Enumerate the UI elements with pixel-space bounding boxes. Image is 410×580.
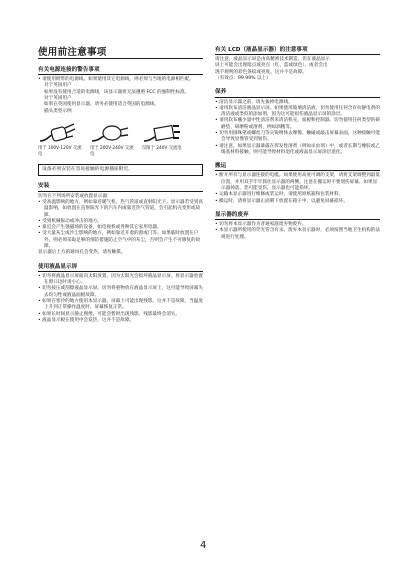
list-item: • 受大量灰尘或沙尘影响的地方，例如靠近开着的窗或门等。如果临时放置在户外，则必须采取足够的预防措施防止空气中的灰尘，否则会产生不可修复的故障。: [38, 231, 203, 250]
list-item: • 运输本显示器进行维修或装运时，请使用原纸箱和包装材料。: [215, 192, 380, 198]
note-line: 屏上可能会出现暗点或亮点（红、蓝或绿色），或者会出: [215, 63, 328, 69]
list-item: • 请用软布蘸少量中性清洁剂来清洁机壳、面板和控制器。切勿使用任何类型的研磨垫、研磨粉或溶剂，例如酒精等。: [215, 118, 380, 131]
right-column: [215, 45, 380, 241]
list-item: • 切勿用圆珠笔或螺丝刀等尖锐物体去摩擦、触碰或敲击屏幕表面，这种接触可能会导致显像管受到划伤。: [215, 131, 380, 144]
disposal-list: [215, 222, 380, 241]
list-item: • 如果长时间显示静止图像，可能会暂时出现残影。残影最终会消失。: [38, 312, 203, 318]
plug-caption: 用于 200V-240V 交流电: [90, 145, 134, 157]
list-item: • 受高温影响的地方，例如靠近暖气机、热气管道或直射阳光下。显示器若受到高温影响，如放置在直射阳光下的汽车内或靠近热气管道，会引起机壳变形或故障。: [38, 200, 203, 219]
plug-uk: [142, 119, 188, 157]
plug-us: [38, 119, 84, 157]
socket-notice-box: 设备必须安装在容易接触的电源插座附近。: [38, 164, 203, 176]
list-item: • 断开所有与显示器连接的电缆。如果使用高度可调的支架，请将支架调整到最低位置，并用双手牢牢抓住显示器的两侧。注意在搬运时不要划伤屏幕。如果显示器掉落，您可能受伤，显示器也可能损坏。: [215, 173, 380, 192]
list-item: • 液晶显示板在使用中会发热，这并不是故障。: [38, 318, 203, 324]
maintenance-section-title: 保养: [215, 87, 380, 97]
list-item: • 搬运时，请将显示器正面朝下放置在箱子中，以避免屏幕损坏。: [215, 199, 380, 205]
transport-section-title: 搬运: [215, 161, 380, 171]
maintenance-list: [215, 100, 380, 157]
install-note: 显示器后上方的通风孔会变热，请勿触摸。: [38, 250, 126, 256]
install-section-title: 安装: [38, 181, 203, 191]
region-label: 对于英国用户: [44, 96, 72, 102]
us-plug-icon: [38, 119, 84, 145]
lcd-notes: [215, 57, 380, 82]
page-title: 使用前注意事项: [38, 47, 107, 58]
disposal-section-title: 显示器的废弃: [215, 210, 380, 220]
list-item: • 本显示器所使用的荧光管含有汞。废弃本显示器时，必须按照当地卫生机构的法规进行处理。: [215, 228, 380, 241]
lcd-use-list: [38, 274, 203, 324]
plug-caption: 用于 100V-120V 交流电: [38, 145, 82, 157]
list-item: • 请注意，如果显示器暴露在挥发性溶剂（例如杀虫剂）中，或者长期与橡胶或乙烯基材料接触，则可能导致材料退化或液晶显示屏涂层退化。: [215, 144, 380, 157]
power-section-title: 有关电源连接的警告事项: [38, 65, 203, 75]
list-item: • 切勿将液晶显示屏面向太阳放置，因为太阳光会损坏液晶显示屏。将显示器放置在窗口边时请小心。: [38, 274, 203, 287]
page-number: 4: [200, 540, 207, 551]
note-line: （有效点：99.99% 以上）: [215, 76, 271, 82]
plug-example-label: 插头类型示例: [44, 108, 72, 114]
uk-plug-icon: [142, 119, 188, 145]
plug-illustrations: [38, 119, 188, 157]
plug-eu: [90, 119, 136, 157]
install-intro: 切勿在下列场所安装或放置显示器：: [38, 193, 112, 199]
list-item: • 清洁显示器之前，请先拔掉电源线。: [215, 100, 380, 106]
list-item: • 如果在寒冷的地方使用本显示器，屏幕上可能出现残影。这并不是故障，当温度上升到正常操作温度时，屏幕恢复正常。: [38, 299, 203, 312]
install-list: [38, 200, 203, 250]
list-item: • 靠近会产生强磁场的设备，如电视机或各种其它家用电器。: [38, 225, 203, 231]
transport-list: [215, 173, 380, 204]
list-item: • 请用软布清洁液晶显示屏。如果使用玻璃清洁液，切勿使用任何含有抗静电剂的清洁液或类似的添加剂，因为这可能损伤液晶显示屏的涂层。: [215, 106, 380, 119]
note-line: 请注意，液晶显示屏是由高精密技术制造。但在液晶显示: [215, 57, 330, 63]
lcd-section-title: 有关 LCD（液晶显示器）的注意事项: [215, 45, 380, 55]
lcd-use-section-title: 使用液晶显示屏: [38, 262, 203, 272]
note-text: 如果没有使用合适的电源线，该显示器将无法遵照 FCC 的强制性标准。: [44, 89, 190, 95]
note-line: 现不规则的彩色条纹或亮度。这并不是故障。: [215, 69, 307, 75]
note-text: 如果在英国使用显示器，请务必使用适合英国的电源线。: [44, 102, 159, 108]
list-item: • 切勿将本显示器作为普通家庭废弃物废弃。: [215, 222, 380, 228]
title-rule: [38, 58, 203, 59]
region-label: 对于英国用户: [44, 83, 72, 89]
eu-plug-icon: [90, 119, 136, 145]
list-item: • 受到机械振动或冲击的地方。: [38, 219, 203, 225]
list-item: • 请使用附带的电源线。如果使用其它电源线，则必须与当地的电源相匹配。: [38, 77, 203, 83]
power-notes: [38, 83, 203, 114]
list-item: • 切勿按压或刮擦液晶显示屏。切勿将重物放在液晶显示屏上，这可能导致屏幕失去均匀性或液晶面板故障。: [38, 286, 203, 299]
plug-caption: 仅限于 240V 交流电: [142, 145, 182, 151]
